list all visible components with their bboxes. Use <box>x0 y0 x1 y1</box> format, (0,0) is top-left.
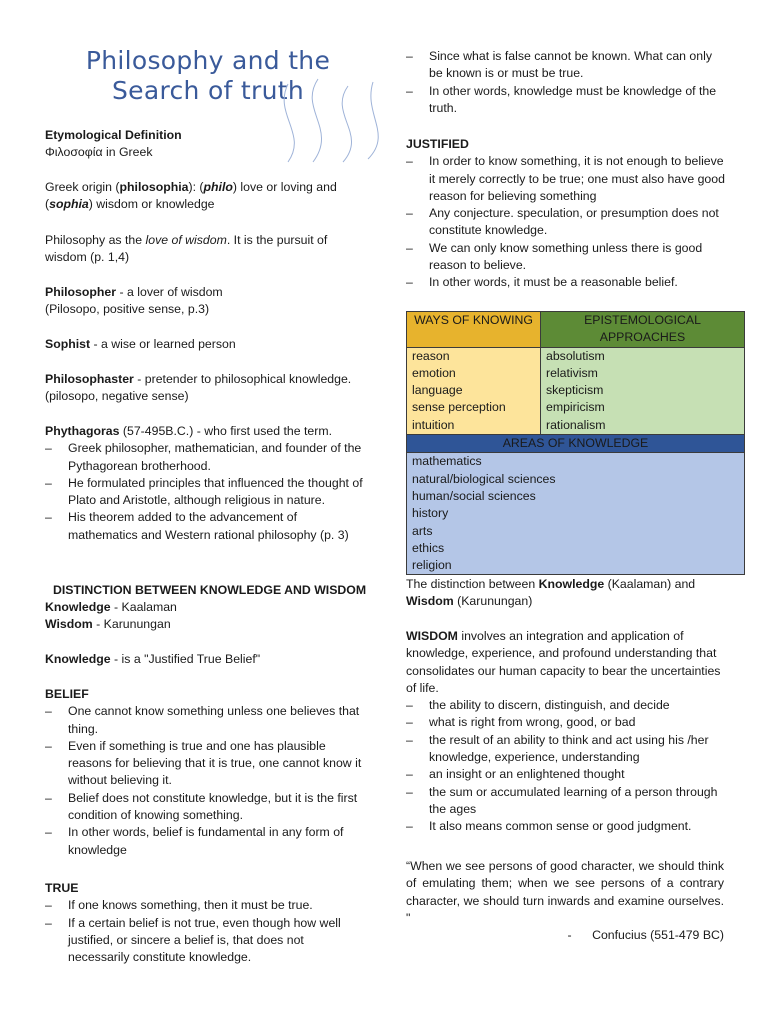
distinction-heading-wrap <box>53 582 373 599</box>
greek-origin-text: ) love or loving and ( <box>45 180 337 212</box>
greek-origin-text: ): ( <box>188 180 204 194</box>
area-item: natural/biological sciences <box>412 471 556 486</box>
term-wisdom-upper: WISDOM <box>406 629 458 643</box>
areas-list-cell <box>407 453 745 575</box>
sophist-def <box>45 336 236 353</box>
confucius-quote <box>406 858 724 944</box>
pythagoras-definition: (57-495B.C.) - who first used the term. <box>119 424 333 438</box>
list-item: – In other words, belief is fundamental in any form of knowledge <box>45 824 365 859</box>
pythagoras-section <box>45 423 365 544</box>
distinction-text: (Kaalaman) and <box>604 577 696 591</box>
term-pythagoras: Phythagoras <box>45 424 120 438</box>
area-item: arts <box>412 523 433 538</box>
list-item: – an insight or an enlightened thought <box>406 766 724 783</box>
way-item: sense perception <box>412 400 506 415</box>
header-ways-of-knowing: WAYS OF KNOWING <box>407 312 541 348</box>
approach-item: relativism <box>546 365 598 380</box>
term-knowledge: Knowledge <box>45 600 111 614</box>
love-wisdom-text: . It is the pursuit of wisdom (p. 1,4) <box>45 233 328 265</box>
term-sophia: sophia <box>49 197 89 212</box>
list-item: – If one knows something, then it must be true. <box>45 897 365 914</box>
approach-item: skepticism <box>546 383 604 398</box>
title-block <box>78 46 338 116</box>
justified-section <box>406 136 731 292</box>
way-item: intuition <box>412 417 455 432</box>
love-wisdom-emphasis: love of wisdom <box>145 233 227 247</box>
true-section <box>45 880 365 966</box>
distinction-statement <box>406 576 736 611</box>
list-item: – One cannot know something unless one believes that thing. <box>45 703 365 738</box>
approach-item: absolutism <box>546 348 605 363</box>
term-philo: philo <box>203 180 233 194</box>
distinction-text: (Karunungan) <box>453 594 533 609</box>
jtb-def <box>45 651 260 668</box>
list-item: – the sum or accumulated learning of a person through the ages <box>406 784 724 819</box>
wisdom-intro-text: involves an integration and application of knowledge, experience, and profound understanding that consolidates our human capacity to bear the uncertainties of life. <box>406 629 721 695</box>
way-item: emotion <box>412 365 456 380</box>
list-item: – If a certain belief is not true, even though how well justified, or sincere a belief is, that does not necessarily constitute knowledge. <box>45 915 365 967</box>
list-item: – It also means common sense or good judgment. <box>406 818 724 835</box>
distinction-text: The distinction between <box>406 577 539 591</box>
love-wisdom-text: Philosophy as the <box>45 233 146 247</box>
list-item: – In other words, knowledge must be knowledge of the truth. <box>406 83 726 118</box>
list-item: – Any conjecture. speculation, or presumption does not constitute knowledge. <box>406 205 731 240</box>
title-line-1: Philosophy and the <box>85 46 331 75</box>
area-item: history <box>412 506 449 521</box>
list-item: – In order to know something, it is not enough to believe it merely correctly to be true; one must also have good reason for believing something <box>406 153 731 205</box>
distinction-heading: DISTINCTION BETWEEN KNOWLEDGE AND WISDOM <box>53 583 367 597</box>
quote-attribution: - Confucius (551-479 BC) <box>567 928 724 943</box>
approach-item: empiricism <box>546 400 605 415</box>
scribble-decoration-icon <box>268 74 398 164</box>
list-item: – what is right from wrong, good, or bad <box>406 714 724 731</box>
term-knowledge-jtb: Knowledge <box>45 652 111 666</box>
knowledge-definition: - Kaalaman <box>110 600 177 614</box>
list-item: – Belief does not constitute knowledge, but it is the first condition of knowing something. <box>45 790 365 825</box>
philosophaster-definition: - pretender to philosophical knowledge. <box>133 372 352 386</box>
term-sophist: Sophist <box>45 337 91 351</box>
philosopher-def <box>45 284 223 319</box>
true-continued <box>406 48 726 117</box>
list-item: – the result of an ability to think and act using his /her knowledge, experience, understanding <box>406 732 724 767</box>
philosopher-definition: - a lover of wisdom <box>116 285 223 299</box>
love-of-wisdom <box>45 232 365 267</box>
belief-heading: BELIEF <box>45 687 89 701</box>
header-areas-of-knowledge: AREAS OF KNOWLEDGE <box>407 435 745 453</box>
pythagoras-list <box>45 440 365 544</box>
etymology-section <box>45 127 182 162</box>
wisdom-list <box>406 697 724 835</box>
etymology-heading: Etymological Definition <box>45 128 182 142</box>
philosopher-note: (Pilosopo, positive sense, p.3) <box>45 302 210 317</box>
area-item: human/social sciences <box>412 488 536 503</box>
quote-text: “When we see persons of good character, we should think of emulating them; when we see persons of a contrary character, we should turn inwards and examine ourselves. " <box>406 859 724 925</box>
philosophaster-def <box>45 371 370 406</box>
area-item: religion <box>412 558 452 573</box>
way-item: language <box>412 383 463 398</box>
true-heading: TRUE <box>45 881 79 895</box>
area-item: mathematics <box>412 454 482 469</box>
greek-origin-text: ) wisdom or knowledge <box>88 197 215 212</box>
greek-origin <box>45 179 365 214</box>
philosophaster-note: (pilosopo, negative sense) <box>45 389 189 404</box>
term-knowledge: Knowledge <box>538 577 605 591</box>
approaches-list-cell <box>541 347 745 434</box>
list-item: – In other words, it must be a reasonable belief. <box>406 274 731 291</box>
justified-heading: JUSTIFIED <box>406 137 469 151</box>
list-item: – We can only know something unless there is good reason to believe. <box>406 240 731 275</box>
justified-list <box>406 153 731 291</box>
true-list <box>45 897 365 966</box>
list-item: – Greek philosopher, mathematician, and founder of the Pythagorean brotherhood. <box>45 440 365 475</box>
sophist-definition: - a wise or learned person <box>90 337 236 351</box>
list-item: – the ability to discern, distinguish, and decide <box>406 697 724 714</box>
title-line-2: Search of truth <box>112 76 304 105</box>
wisdom-section <box>406 628 724 836</box>
greek-origin-text: Greek origin ( <box>45 180 120 194</box>
list-item: – He formulated principles that influenced the thought of Plato and Aristotle, although religious in nature. <box>45 475 365 510</box>
belief-list <box>45 703 365 859</box>
list-item: – Even if something is true and one has plausible reasons for believing that it is true, one cannot know it without believing it. <box>45 738 365 790</box>
term-wisdom: Wisdom <box>45 617 93 632</box>
belief-section <box>45 686 365 859</box>
knowledge-wisdom-terms <box>45 599 177 634</box>
way-item: reason <box>412 348 450 363</box>
list-item: – Since what is false cannot be known. What can only be known is or must be true. <box>406 48 726 83</box>
approach-item: rationalism <box>546 417 606 432</box>
knowledge-table <box>406 311 745 575</box>
term-philosopher: Philosopher <box>45 285 117 299</box>
area-item: ethics <box>412 540 445 555</box>
wisdom-definition: - Karunungan <box>92 617 171 632</box>
list-item: – His theorem added to the advancement of mathematics and Western rational philosophy (p. 3) <box>45 509 365 544</box>
term-wisdom: Wisdom <box>406 594 454 609</box>
ways-list-cell <box>407 347 541 434</box>
jtb-definition: - is a "Justified True Belief" <box>110 652 261 666</box>
term-philosophia: philosophia <box>119 180 189 194</box>
true-cont-list <box>406 48 726 117</box>
term-philosophaster: Philosophaster <box>45 372 134 386</box>
header-epistemological-approaches: EPISTEMOLOGICAL APPROACHES <box>541 312 745 348</box>
etymology-greek: Φιλοσοφία in Greek <box>45 145 153 160</box>
